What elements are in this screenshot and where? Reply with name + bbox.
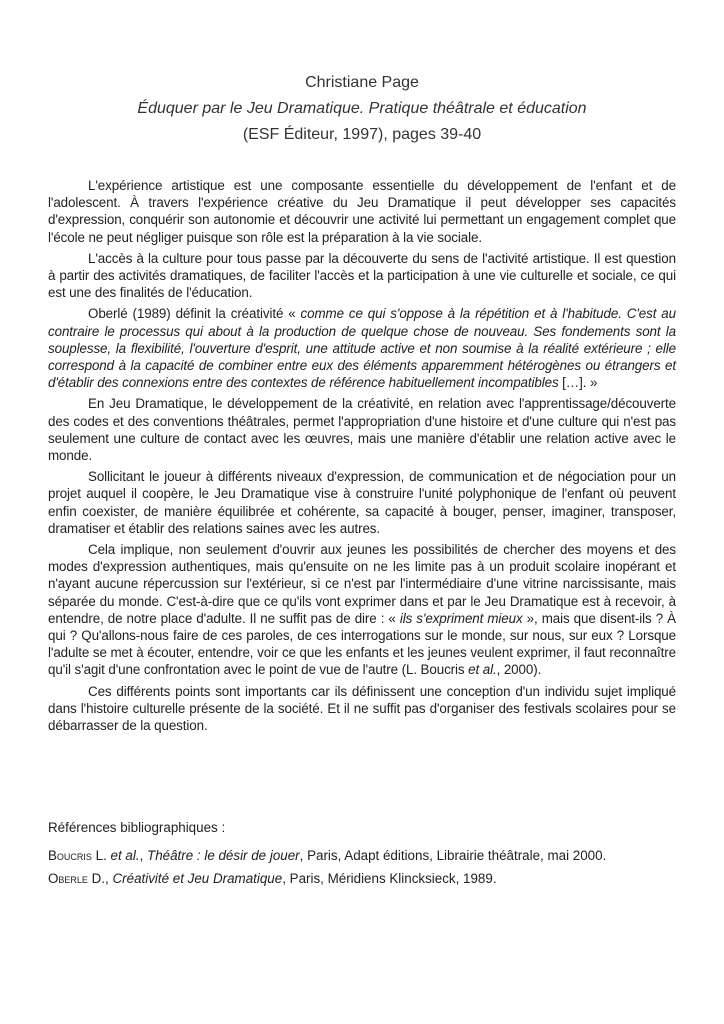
- reference-etal: et al.: [110, 848, 140, 863]
- paragraph-6: [48, 541, 676, 679]
- reference-item: [48, 847, 676, 865]
- paragraph-5: Sollicitant le joueur à différents niveaux d'expression, de communication et de négociation pour un projet auquel il coopère, le Jeu Dramatique vise à construire l'unité polyphonique de l'enfant où peuvent enfin coexister, de manière équilibrée et cohérente, sa capacité à bouger, penser, imaginer, transposer, dramatiser et établir des relations saines avec les autres.: [48, 469, 676, 536]
- quote-oberle: comme ce qui s'oppose à la répétition et à l'habitude. C'est au contraire le processus qui about à la production de quelque chose de nouveau. Ses fondements sont la souplesse, la flexibilité, l'ouverture d'esprit, une attitude active et non soumise à la réalité extérieure ; elle correspond à la capacité de combiner entre eux des éléments apparemment hétérogènes ou étrangers et d'établir des connexions entre des contextes de référence habituellement incompatibles: [48, 306, 676, 391]
- paragraph-2: L'accès à la culture pour tous passe par la découverte du sens de l'activité artistique. Il est question à partir des activités dramatiques, de faciliter l'accès et la participation à une vie culturelle et sociale, ce qui est une des finalités de l'éducation.: [48, 250, 676, 301]
- paragraph-6-intro: Cela implique, non seulement d'ouvrir aux jeunes les possibilités de chercher des moyens et des modes d'expression authentiques, mais qu'ensuite on ne les limite pas à un produit scolaire inopérant et n'ayant aucune répercussion sur l'extérieur, si ce n'est par l'intermédiaire d'une vitrine narcissisante, mais séparée du monde. C'est-à-dire que ce qu'ils vont exprimer dans et par le Jeu Dramatique est à recevoir, à entendre, de notre place d'adulte. Il ne suffit pas de dire : «: [48, 542, 676, 626]
- paragraph-3-end: […]. »: [558, 375, 598, 391]
- paragraph-4: En Jeu Dramatique, le développement de la créativité, en relation avec l'apprentissage/découverte des codes et des conventions théâtrales, permet l'appropriation d'une histoire et d'une culture qui n'est pas seulement une culture de contact avec les œuvres, mais une manière d'établir une relation active avec le monde.: [48, 396, 676, 464]
- book-title: Éduquer par le Jeu Dramatique. Pratique théâtrale et éducation: [137, 100, 587, 117]
- document-header: [0, 70, 724, 148]
- reference-details: , Paris, Adapt éditions, Librairie théâtrale, mai 2000.: [299, 848, 607, 863]
- reference-details: , Paris, Méridiens Klincksieck, 1989.: [282, 871, 497, 886]
- paragraph-6-middle: », mais que disent-ils ? À qui ? Qu'allons-nous faire de ces paroles, de ces interrogations sur le monde, sur nous, sur eux ? Lorsque l'adulte se met à écouter, entendre, voir ce que les enfants et les jeunes veulent exprimer, il faut reconnaître qu'il s'agit d'une confrontation avec le point de vue de l'autre (L. Boucris: [48, 610, 676, 678]
- reference-item: [48, 870, 676, 888]
- quote-expression: ils s'expriment mieux: [399, 610, 523, 626]
- paragraph-6-end: , 2000).: [496, 662, 542, 678]
- reference-title: Théâtre : le désir de jouer: [147, 848, 300, 863]
- paragraph-3-intro: Oberlé (1989) définit la créativité «: [88, 306, 301, 322]
- references-heading: Références bibliographiques :: [48, 820, 226, 835]
- reference-author: Boucris: [48, 848, 92, 863]
- reference-sep: ,: [139, 848, 148, 863]
- reference-initial: D.,: [87, 871, 113, 886]
- source-info: (ESF Éditeur, 1997), pages 39-40: [242, 126, 482, 143]
- document-body: [48, 177, 676, 738]
- paragraph-7: Ces différents points sont importants car ils définissent une conception d'un individu sujet impliqué dans l'histoire culturelle présente de la société. Et il ne suffit pas d'organiser des festivals scolaires pour se débarrasser de la question.: [48, 683, 676, 734]
- reference-author: Oberle: [48, 871, 88, 886]
- et-al-text: et al.: [468, 662, 497, 678]
- reference-title: Créativité et Jeu Dramatique: [112, 871, 283, 886]
- paragraph-1: L'expérience artistique est une composante essentielle du développement de l'enfant et de l'adolescent. À travers l'expérience créative du Jeu Dramatique il peut développer ses capacités d'expression, conquérir son autonomie et découvrir une activité lui permettant un engagement complet que l'école ne peut négliger puisque son rôle est la préparation à la vie sociale.: [48, 178, 676, 245]
- paragraph-3: [48, 305, 676, 391]
- references-section: [48, 819, 676, 893]
- author-name: Christiane Page: [305, 74, 419, 91]
- reference-initial: L.: [91, 848, 111, 863]
